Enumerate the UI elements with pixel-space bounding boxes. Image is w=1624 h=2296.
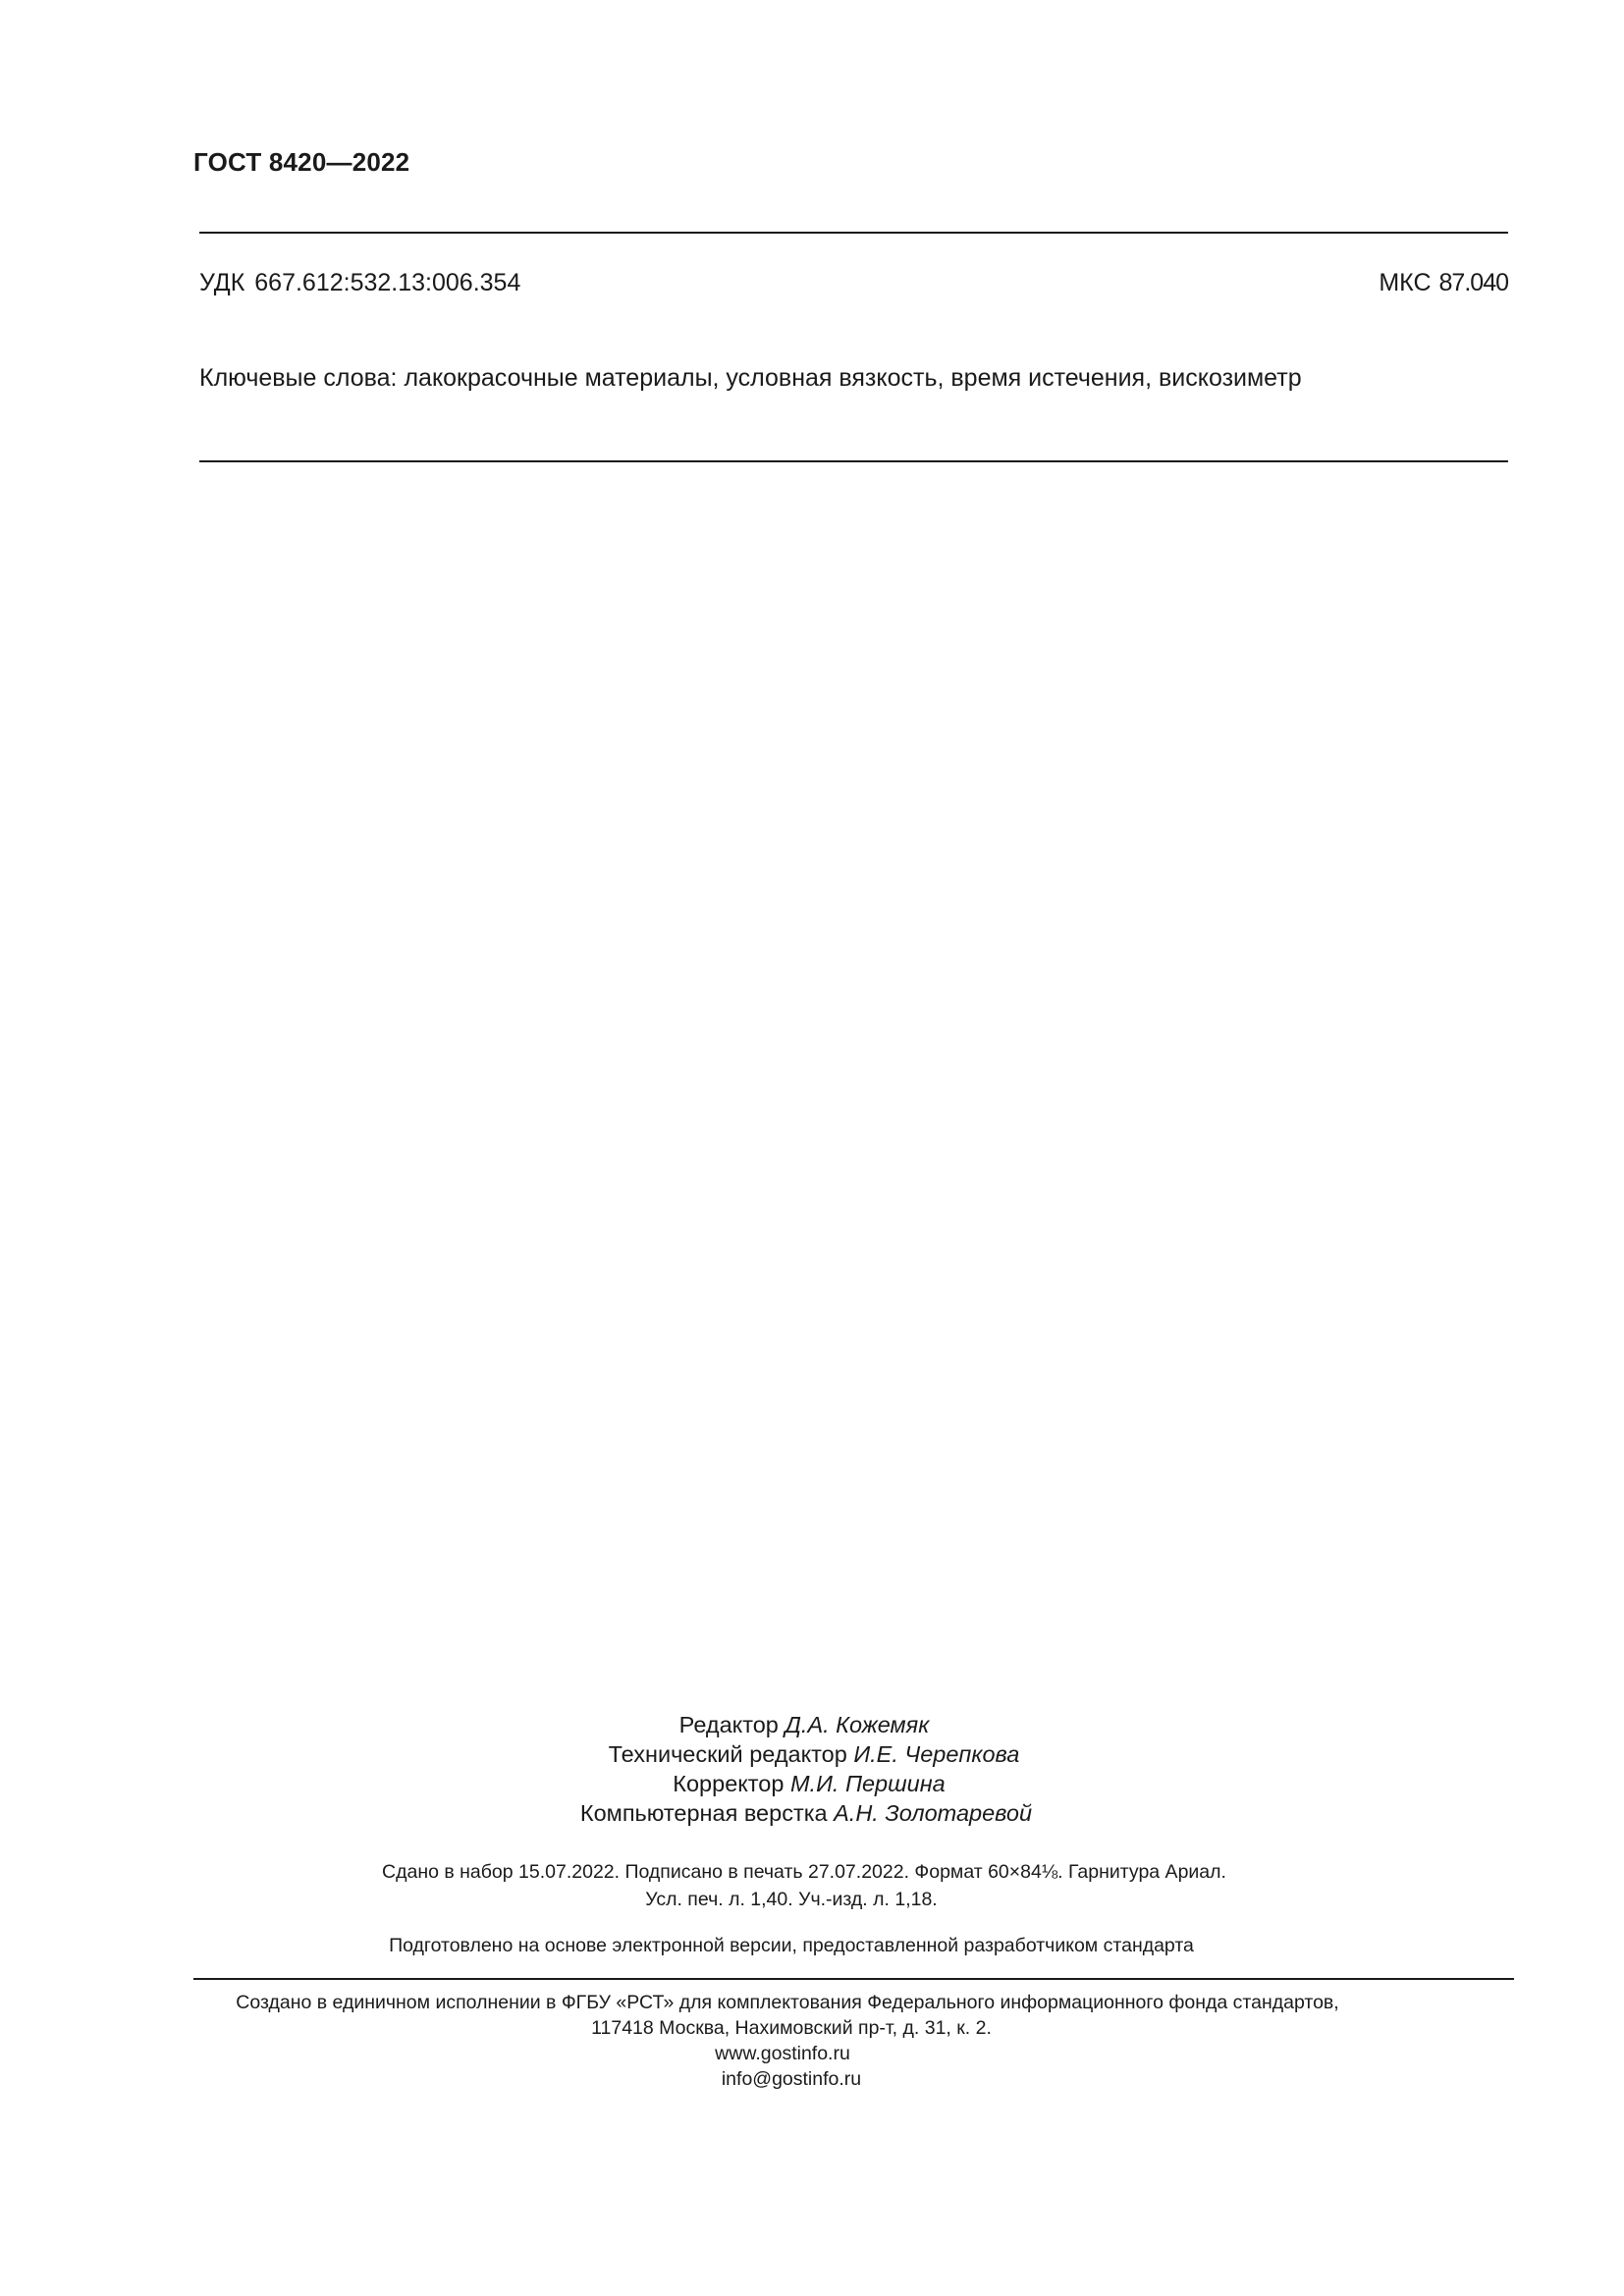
website-link[interactable]: www.gostinfo.ru	[715, 2043, 850, 2064]
publisher-block	[0, 1990, 1624, 2092]
credit-person: Д.А. Кожемяк	[785, 1712, 930, 1737]
publisher-statement: Создано в единичном исполнении в ФГБУ «РСТ» для комплектования Федерального информационного фонда стандартов,	[236, 1992, 1339, 2013]
keywords-divider	[199, 460, 1508, 462]
credit-role: Редактор	[678, 1712, 779, 1737]
mks-classification	[1379, 269, 1508, 297]
imprint-sheet-counts: Усл. печ. л. 1,40. Уч.-изд. л. 1,18.	[645, 1889, 938, 1910]
udk-code: 667.612:532.13:006.354	[254, 269, 521, 296]
credits-block	[0, 1710, 1624, 1828]
credit-role: Корректор	[673, 1771, 785, 1796]
standard-id: ГОСТ 8420—2022	[193, 147, 410, 177]
publisher-divider	[193, 1978, 1514, 1980]
publisher-contacts	[0, 2041, 1603, 2092]
credit-person: И.Е. Черепкова	[853, 1741, 1020, 1767]
imprint-block	[0, 1858, 1624, 1913]
credit-person: М.И. Першина	[789, 1771, 946, 1796]
credit-layout	[0, 1798, 1618, 1828]
imprint-print-details: Сдано в набор 15.07.2022. Подписано в печать 27.07.2022. Формат 60×84⅛. Гарнитура Ариал.	[382, 1861, 1226, 1883]
credit-role: Технический редактор	[608, 1741, 847, 1767]
mks-code: 87.040	[1438, 269, 1508, 296]
udk-label: УДК	[199, 269, 245, 296]
mks-label: МКС	[1379, 269, 1432, 296]
credit-proofreader	[0, 1769, 1621, 1798]
publisher-address: 117418 Москва, Нахимовский пр-т, д. 31, к. 2.	[591, 2017, 992, 2039]
header-divider	[199, 232, 1508, 234]
credit-person: А.Н. Золотаревой	[834, 1800, 1033, 1826]
credit-role: Компьютерная верстка	[579, 1800, 828, 1826]
prepared-note: Подготовлено на основе электронной версии, предоставленной разработчиком стандарта	[389, 1935, 1194, 1956]
keywords: Ключевые слова: лакокрасочные материалы, условная вязкость, время истечения, вискозиметр	[199, 364, 1302, 392]
credit-editor	[0, 1710, 1616, 1739]
udk-classification	[199, 269, 520, 297]
email-link[interactable]: info@gostinfo.ru	[721, 2068, 862, 2090]
credit-technical-editor	[2, 1739, 1624, 1769]
